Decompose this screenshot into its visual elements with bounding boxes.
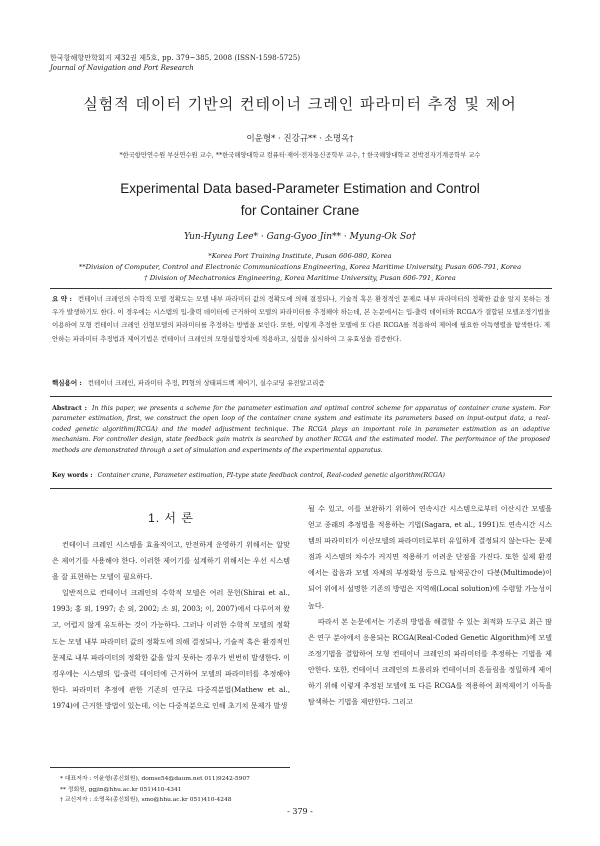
divider-bottom xyxy=(50,488,552,489)
divider-top xyxy=(50,288,552,289)
title-korean: 실험적 데이터 기반의 컨테이너 크레인 파라미터 추정 및 제어 xyxy=(83,95,517,113)
footnotes xyxy=(60,774,250,806)
footnote-2: ** 정회원, ggjin@hhu.ac.kr 051)410-4341 xyxy=(60,786,182,793)
footnote-divider xyxy=(50,767,290,768)
body-paragraph: 컨테이너 크레인 시스템을 효율적이고, 안전하게 운영하기 위해서는 알맞은 제어기를 사용해야 한다. 이러한 제어기를 설계하기 위해서는 우선 시스템을 잘 표현하는 모델이 필요하다. xyxy=(52,540,290,582)
divider-middle xyxy=(50,396,552,397)
affiliations-english xyxy=(40,251,560,284)
title-english-line2: for Container Crane xyxy=(240,203,360,218)
body-paragraph: 따라서 본 논문에서는 기존의 방법을 해결할 수 있는 최적화 도구로 최근 많은 연구 분야에서 응용되는 RCGA(Real-Coded Genetic Algorithm)에 모델조정기법을 결합하여 모형 컨테이너 크레인의 파라미터를 추정하는 기법을 제안한다. 또한, 컨테이너 크레인의 트롤리와 컨테이너의 흔들림을 정밀하게 제어하기 위해 이렇게 추정된 모델에 또 다른 RCGA를 적용하여 최적제어기 이득을 탐색하는 기법을 제안한다. 그리고 xyxy=(308,616,552,707)
keywords-korean-label: 핵심용어 : xyxy=(52,379,82,387)
affiliation-2: **Division of Computer, Control and Electronic Communications Engineering, Korea Maritime University, Pusan 606-791, Korea xyxy=(78,263,522,271)
abstract-english xyxy=(52,404,550,456)
affiliations-korean: *한국항만연수원 부산연수원 교수, **한국해양대학교 컴퓨터·제어·전자통신공학부 교수, † 한국해양대학교 전박전자기계공학부 교수 xyxy=(119,152,481,159)
affiliation-1: *Korea Port Training Institute, Pusan 606-080, Korea xyxy=(208,252,392,260)
footnote-3: † 교신저자 : 소명옥(종신회원), smo@hhu.ac.kr 051)410-4248 xyxy=(60,797,232,804)
body-column-right xyxy=(308,501,552,710)
abstract-korean xyxy=(52,293,550,346)
keywords-korean-text: 컨테이너 크레인, 파라미터 추정, PI형의 상태피드백 제어기, 실수코딩 유전알고리즘 xyxy=(87,379,325,387)
journal-citation: 한국항해항만학회지 제32권 제5호, pp. 379~385, 2008 (ISSN-1598-5725) xyxy=(50,54,301,62)
body-paragraph: 일반적으로 컨테이너 크레인의 수학적 모델은 여러 문헌(Shirai et al., 1993; 홍 외, 1997; 손 외, 2002; 소 외, 2003; 이, 2007)에서 다루어져 왔고, 어렵지 않게 유도하는 것이 가능하다. 그러나 이러한 수학적 모델의 정확도는 모델 내부 파라미터 값의 정확도에 의해 결정되나, 기술적 혹은 환경적인 문제로 내부 파라미터의 정확한 값을 알지 못하는 경우가 빈번히 발생한다. 이 경우에는 시스템의 입-출력 데이터에 근거하여 모델의 파라미터를 추정해야 한다. 파라미터 추정에 관한 기존의 연구로 다중격분법(Mathew et al., 1974)에 근거한 방법이 있는데, 이는 다중적분으로 인해 초기치 문제가 발생 xyxy=(52,588,290,710)
affiliation-3: † Division of Mechatronics Engineering, Korea Maritime University, Pusan 606-791, Korea xyxy=(144,274,456,282)
footnote-1: * 대표저자 : 이윤형(종신회원), domse54@daum.net 011)9242-5907 xyxy=(60,776,250,782)
keywords-english xyxy=(52,472,550,479)
authors-english: Yun-Hyung Lee* · Gang-Gyoo Jin** · Myung-Ok So† xyxy=(183,232,417,242)
abstract-english-label: Abstract : xyxy=(52,405,87,412)
body-paragraph: 될 수 있고, 이를 보완하기 위하여 연속시간 시스템으로부터 이산시간 모델을 얻고 종래의 추정법을 적용하는 기법(Sagara, et al., 1991)도 연속시간 시스템의 파라미터가 이산모델의 파라미터로부터 유일하게 결정되지 않는다는 문제점과 시스템의 차수가 커지면 적용하기 어려운 단점을 가진다. 또한 실제 환경에서는 잡음과 모델 자체의 부정확성 등으로 탐색공간이 다봉(Multimode)이 되어 위에서 설명한 기존의 방법은 지역해(Local solution)에 수렴할 가능성이 높다. xyxy=(308,504,552,610)
keywords-korean xyxy=(52,378,550,387)
title-english xyxy=(0,178,600,222)
abstract-korean-text: 컨테이너 크레인의 수학적 모델 정확도는 모델 내부 파라미터 값의 정확도에 의해 결정되나, 기술적 혹은 환경적인 문제로 내부 파라미터의 정확한 값을 알지 못하는 경우가 발생하기도 한다. 이 경우에는 시스템의 입-출력 데이터에 근거하여 모델의 파라미터를 추정해야 하는데, 본 논문에서는 입-출력 데이터와 RCGA가 결합된 모델조정기법을 이용하여 모형 컨테이너 크레인 선형모델의 파라미터를 추정하는 방법을 보인다. 또한, 이렇게 추정한 모델에 또 다른 RCGA를 적용하여 제어에 필요한 이득행렬을 탐색한다. 제안하는 파라미터 추정법과 제어기법은 컨테이너 크레인의 모형실험장치에 적용하고, 실험을 실시하여 그 유효성을 검증한다. xyxy=(52,295,550,343)
authors-korean: 이윤형* · 진강규** · 소명옥† xyxy=(246,134,354,144)
keywords-english-label: Key words : xyxy=(52,472,93,479)
journal-name: Journal of Navigation and Port Research xyxy=(50,64,194,72)
title-english-line1: Experimental Data based-Parameter Estimation and Control xyxy=(120,181,480,196)
page-number: - 379 - xyxy=(287,807,313,816)
abstract-korean-label: 요 약 : xyxy=(52,295,72,303)
keywords-english-text: Container crane, Parameter estimation, PI-type state feedback control, Real-coded genetic algorithm(RCGA) xyxy=(97,472,445,479)
abstract-english-text: In this paper, we presents a scheme for the parameter estimation and optimal control scheme for apparatus of container crane system. For parameter estimation, first, we construct the open loop of the container crane system and estimate its parameters based on input-output data, a real-coded genetic algorithm(RCGA) and the model adjustment technique. The RCGA plays an important role in parameter estimation as an adaptive mechanism. For controller design, state feedback gain matrix is searched by another RCGA and the estimated model. The performance of the proposed methods are demonstrated through a set of simulation and experiments of the experimental apparatus. xyxy=(52,405,550,454)
section-heading: 1. 서 론 xyxy=(148,511,194,525)
body-column-left xyxy=(52,537,290,714)
